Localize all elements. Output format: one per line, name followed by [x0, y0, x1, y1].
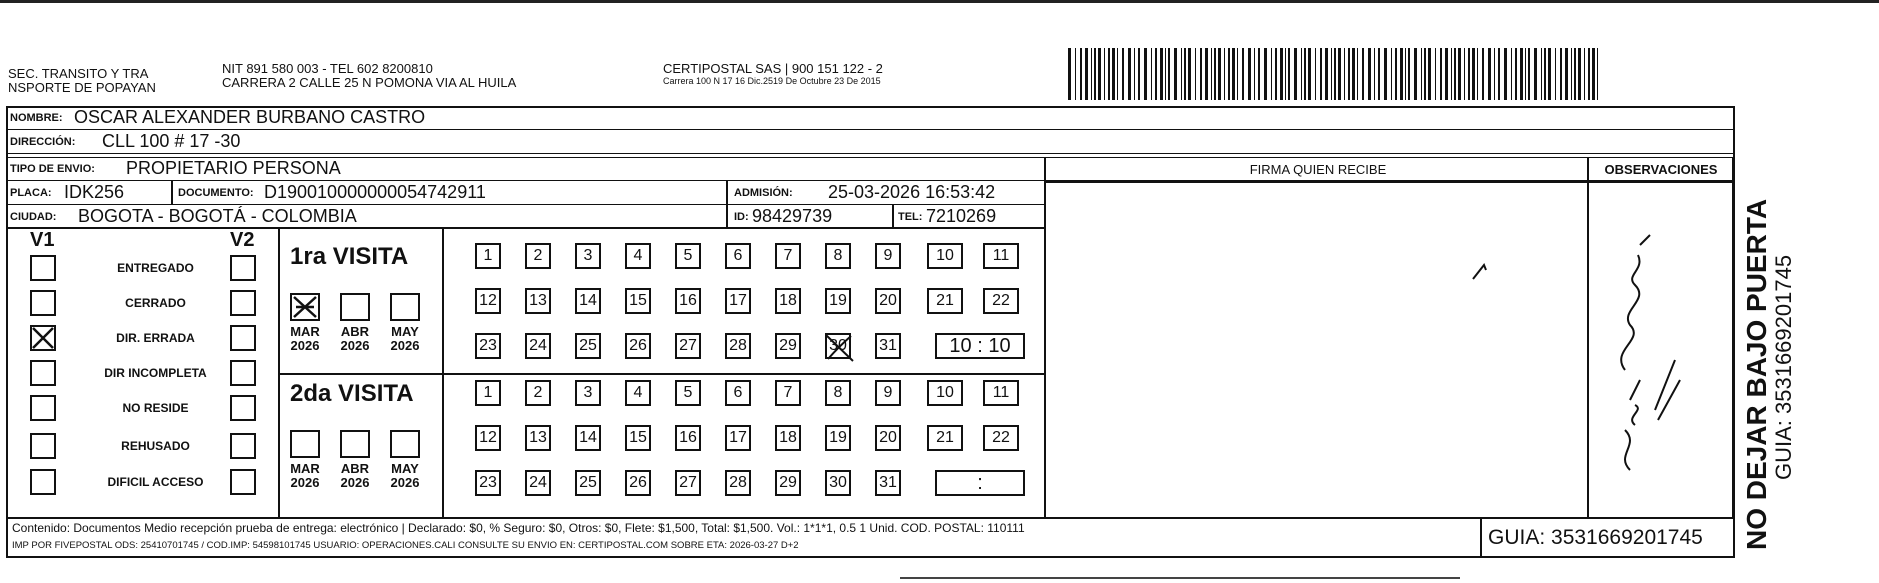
divider-observations	[1587, 157, 1589, 517]
month-checkbox[interactable]	[290, 430, 320, 458]
month-year: 2026	[390, 338, 420, 353]
month-name: MAR	[290, 324, 320, 339]
v2-checkbox[interactable]	[230, 469, 256, 495]
x-mark-icon	[292, 295, 318, 319]
barcode-bar	[1218, 48, 1221, 100]
barcode-bar	[1395, 48, 1397, 100]
barcode-bar	[1232, 48, 1235, 100]
barcode-bar	[1368, 48, 1371, 100]
barcode-bar	[1338, 48, 1341, 100]
v1-checkbox[interactable]	[30, 255, 56, 281]
id-value: 98429739	[752, 206, 833, 226]
recipient-name: OSCAR ALEXANDER BURBANO CASTRO	[74, 107, 426, 127]
day-box[interactable]: 5	[675, 380, 701, 406]
barcode-bar	[1228, 48, 1230, 100]
status-option-label: DIR. ERRADA	[116, 331, 195, 345]
day-box[interactable]: 28	[725, 470, 751, 496]
v1-checkbox[interactable]	[30, 469, 56, 495]
barcode-bar	[1374, 48, 1375, 100]
day-box[interactable]: 14	[575, 288, 601, 314]
barcode-bar	[1285, 48, 1286, 100]
day-box[interactable]: 11	[983, 243, 1019, 269]
barcode-bar	[1085, 48, 1088, 100]
second-visit-title: 2da VISITA	[290, 380, 414, 407]
barcode-bar	[1301, 48, 1302, 100]
barcode-bar	[1117, 48, 1118, 100]
month-year: 2026	[340, 338, 370, 353]
barcode-bar	[1458, 48, 1461, 100]
name-label: NOMBRE:	[10, 112, 63, 124]
sender-line1: SEC. TRANSITO Y TRA	[8, 66, 149, 81]
barcode-bar	[1098, 48, 1101, 100]
barcode-bar	[1108, 48, 1110, 100]
barcode-bar	[1080, 48, 1082, 100]
barcode-bar	[1331, 48, 1332, 100]
barcode-bar	[1482, 48, 1484, 100]
tel-value: 7210269	[926, 206, 997, 226]
address-label: DIRECCIÓN:	[10, 136, 76, 148]
day-box[interactable]: 12	[475, 425, 501, 451]
barcode-bar	[1468, 48, 1470, 100]
barcode-bar	[1357, 48, 1358, 100]
barcode-bar	[1237, 48, 1238, 100]
barcode-bar	[1488, 48, 1491, 100]
barcode-bar	[1242, 48, 1244, 100]
barcode-bar	[1400, 48, 1403, 100]
barcode-bar	[1214, 48, 1216, 100]
v1-checkbox[interactable]	[30, 433, 56, 459]
day-box[interactable]: 13	[525, 425, 551, 451]
barcode-bar	[1075, 48, 1076, 100]
day-box[interactable]: 8	[825, 243, 851, 269]
month-label	[381, 325, 429, 353]
document-value: D190010000000054742911	[264, 182, 486, 202]
day-box[interactable]: 31	[875, 333, 901, 359]
day-box[interactable]: 13	[525, 288, 551, 314]
tel-label: TEL:	[898, 211, 923, 223]
barcode-bar	[1174, 48, 1177, 100]
barcode-bar	[1320, 48, 1322, 100]
day-box[interactable]: 26	[625, 470, 651, 496]
day-box[interactable]: 6	[725, 380, 751, 406]
day-box[interactable]: 21	[927, 425, 963, 451]
barcode-bar	[1184, 48, 1186, 100]
barcode-bar	[1445, 48, 1448, 100]
barcode-bar	[1408, 48, 1410, 100]
admission-value: 25-03-2026 16:53:42	[828, 182, 996, 202]
day-box[interactable]: 11	[983, 380, 1019, 406]
barcode-bar	[1248, 48, 1251, 100]
row-address	[6, 130, 1735, 154]
day-box[interactable]: 26	[625, 333, 651, 359]
barcode-bar	[1520, 48, 1523, 100]
day-box[interactable]: 15	[625, 288, 651, 314]
barcode	[1068, 48, 1608, 100]
barcode-bar	[1494, 48, 1495, 100]
courier-line2: Carrera 100 N 17 16 Dic.2519 De Octubre 23 De 2015	[663, 76, 881, 86]
barcode-bar	[1584, 48, 1585, 100]
barcode-bar	[1391, 48, 1392, 100]
v2-checkbox[interactable]	[230, 325, 256, 351]
footer-divider	[6, 517, 1735, 519]
day-box[interactable]: 5	[675, 243, 701, 269]
barcode-bar	[1548, 48, 1551, 100]
barcode-bar	[1414, 48, 1417, 100]
barcode-bar	[1565, 48, 1568, 100]
v2-checkbox[interactable]	[230, 255, 256, 281]
month-name: MAR	[290, 461, 320, 476]
v1-checkbox[interactable]	[30, 395, 56, 421]
day-box[interactable]: 30	[825, 333, 851, 359]
barcode-bar	[1138, 48, 1140, 100]
barcode-bar	[1384, 48, 1387, 100]
day-box[interactable]: 27	[675, 470, 701, 496]
day-box[interactable]: 27	[675, 333, 701, 359]
row-name	[6, 106, 1735, 130]
month-year: 2026	[290, 338, 320, 353]
address-line: CARRERA 2 CALLE 25 N POMONA VIA AL HUILA	[222, 75, 517, 90]
side-line1: NO DEJAR BAJO PUERTA	[1741, 198, 1772, 550]
barcode-bar	[1511, 48, 1512, 100]
month-name: MAY	[391, 461, 419, 476]
sender-address	[222, 62, 516, 90]
day-box[interactable]: 12	[475, 288, 501, 314]
time-box[interactable]: :	[935, 470, 1025, 496]
barcode-bar	[1068, 48, 1071, 100]
barcode-bar	[1211, 48, 1212, 100]
side-line2: GUIA: 3531669201745	[1771, 254, 1796, 480]
month-year: 2026	[340, 475, 370, 490]
barcode-bar	[1271, 48, 1272, 100]
month-label	[331, 325, 379, 353]
month-name: MAY	[391, 324, 419, 339]
barcode-bar	[1352, 48, 1355, 100]
barcode-bar	[1578, 48, 1581, 100]
day-box[interactable]: 9	[875, 380, 901, 406]
barcode-bar	[1160, 48, 1163, 100]
day-box[interactable]: 7	[775, 380, 801, 406]
sender-block	[8, 67, 156, 95]
barcode-bar	[1464, 48, 1465, 100]
month-checkbox[interactable]	[290, 293, 320, 321]
day-box[interactable]: 25	[575, 470, 601, 496]
month-label	[381, 462, 429, 490]
document-label: DOCUMENTO:	[178, 187, 254, 199]
admission-label: ADMISIÓN:	[734, 187, 793, 199]
footer-line1: Contenido: Documentos Medio recepción prueba de entrega: electrónico | Declarado: $0, % Seguro: $0, Otros: $0, Flete: $1,500, Total: $1,500. Vol.: 1*1*1, 0.5 1 Unid. COD. POSTAL: 110111	[12, 521, 1025, 535]
day-box[interactable]: 29	[775, 470, 801, 496]
nit-line: NIT 891 580 003 - TEL 602 8200810	[222, 61, 433, 76]
day-box[interactable]: 8	[825, 380, 851, 406]
month-label	[281, 462, 329, 490]
barcode-bar	[1315, 48, 1316, 100]
day-box[interactable]: 10	[927, 380, 963, 406]
day-box[interactable]: 1	[475, 243, 501, 269]
shipment-type: PROPIETARIO PERSONA	[126, 158, 341, 178]
plate-value: IDK256	[64, 182, 125, 202]
day-box[interactable]: 24	[525, 333, 551, 359]
barcode-bar	[1424, 48, 1426, 100]
status-option-label: REHUSADO	[121, 439, 190, 453]
day-box[interactable]: 30	[825, 470, 851, 496]
day-box[interactable]: 17	[725, 288, 751, 314]
day-box[interactable]: 17	[725, 425, 751, 451]
month-year: 2026	[290, 475, 320, 490]
barcode-bar	[1144, 48, 1147, 100]
time-box[interactable]: 10 : 10	[935, 333, 1025, 359]
right-header-line	[1044, 181, 1734, 183]
v2-checkbox[interactable]	[230, 360, 256, 386]
day-box[interactable]: 23	[475, 470, 501, 496]
courier-line1: CERTIPOSTAL SAS | 900 151 122 - 2	[663, 61, 883, 76]
row-city	[6, 205, 1046, 229]
barcode-bar	[1122, 48, 1124, 100]
observations-header: OBSERVACIONES	[1604, 162, 1718, 177]
barcode-bar	[1405, 48, 1406, 100]
first-visit-title: 1ra VISITA	[290, 243, 409, 270]
barcode-bar	[1264, 48, 1267, 100]
status-option-label: CERRADO	[125, 296, 186, 310]
barcode-bar	[1574, 48, 1576, 100]
footer-guia: GUIA: 3531669201745	[1488, 526, 1703, 549]
month-name: ABR	[340, 461, 370, 476]
month-label	[331, 462, 379, 490]
plate-label: PLACA:	[10, 187, 52, 199]
v2-checkbox[interactable]	[230, 433, 256, 459]
day-box[interactable]: 9	[875, 243, 901, 269]
barcode-bar	[1188, 48, 1191, 100]
city-value: BOGOTA - BOGOTÁ - COLOMBIA	[78, 206, 357, 226]
day-box[interactable]: 18	[775, 288, 801, 314]
barcode-bar	[1378, 48, 1380, 100]
day-box[interactable]: 16	[675, 288, 701, 314]
barcode-bar	[1104, 48, 1105, 100]
barcode-bar	[1134, 48, 1135, 100]
barcode-bar	[1304, 48, 1306, 100]
month-checkbox[interactable]	[390, 293, 420, 321]
barcode-bar	[1515, 48, 1517, 100]
day-box[interactable]: 31	[875, 470, 901, 496]
barcode-bar	[1362, 48, 1364, 100]
barcode-bar	[1200, 48, 1202, 100]
barcode-bar	[1280, 48, 1283, 100]
side-vertical-text	[1742, 110, 1822, 550]
barcode-bar	[1477, 48, 1478, 100]
barcode-bar	[1275, 48, 1277, 100]
barcode-bar	[1294, 48, 1297, 100]
footer-guia-divider	[1480, 517, 1482, 558]
barcode-bar	[1592, 48, 1595, 100]
v1-checkbox[interactable]	[30, 360, 56, 386]
barcode-bar	[1094, 48, 1096, 100]
day-box[interactable]: 1	[475, 380, 501, 406]
day-box[interactable]: 23	[475, 333, 501, 359]
month-checkbox[interactable]	[390, 430, 420, 458]
barcode-bar	[1168, 48, 1170, 100]
day-box[interactable]: 3	[575, 380, 601, 406]
day-box[interactable]: 19	[825, 288, 851, 314]
day-box[interactable]: 14	[575, 425, 601, 451]
barcode-bar	[1428, 48, 1431, 100]
status-option-label: ENTREGADO	[117, 261, 194, 275]
type-label: TIPO DE ENVIO:	[10, 163, 95, 175]
handwritten-note	[1600, 230, 1710, 490]
day-box[interactable]: 24	[525, 470, 551, 496]
barcode-bar	[1205, 48, 1208, 100]
barcode-bar	[1165, 48, 1166, 100]
barcode-bar	[1588, 48, 1590, 100]
barcode-bar	[1541, 48, 1542, 100]
day-box[interactable]: 29	[775, 333, 801, 359]
day-box[interactable]: 20	[875, 288, 901, 314]
barcode-bar	[1534, 48, 1537, 100]
bottom-edge	[900, 577, 1460, 579]
v1-checkbox[interactable]	[30, 325, 56, 351]
barcode-bar	[1560, 48, 1562, 100]
day-box[interactable]: 3	[575, 243, 601, 269]
day-box[interactable]: 21	[927, 288, 963, 314]
row-plate	[6, 181, 1046, 205]
barcode-bar	[1440, 48, 1442, 100]
barcode-bar	[1181, 48, 1182, 100]
day-box[interactable]: 7	[775, 243, 801, 269]
barcode-bar	[1112, 48, 1115, 100]
signature-mark	[1470, 262, 1490, 282]
city-label: CIUDAD:	[10, 211, 57, 223]
day-box[interactable]: 20	[875, 425, 901, 451]
day-box[interactable]: 22	[983, 288, 1019, 314]
barcode-bar	[1435, 48, 1436, 100]
status-option-label: NO RESIDE	[122, 401, 189, 415]
v1-checkbox[interactable]	[30, 290, 56, 316]
barcode-bar	[1344, 48, 1345, 100]
month-year: 2026	[390, 475, 420, 490]
barcode-bar	[1288, 48, 1290, 100]
x-mark-icon	[823, 331, 857, 365]
recipient-address: CLL 100 # 17 -30	[102, 131, 241, 151]
day-box[interactable]: 15	[625, 425, 651, 451]
barcode-bar	[1254, 48, 1255, 100]
sender-line2: NSPORTE DE POPAYAN	[8, 80, 156, 95]
top-edge	[0, 0, 1879, 3]
month-label	[281, 325, 329, 353]
day-box[interactable]: 18	[775, 425, 801, 451]
id-label: ID:	[734, 211, 749, 223]
v2-label: V2	[230, 229, 255, 251]
plate-divider	[171, 181, 173, 205]
x-mark-icon	[32, 327, 54, 349]
barcode-bar	[1091, 48, 1092, 100]
barcode-bar	[1504, 48, 1507, 100]
courier-block	[663, 62, 883, 86]
tel-divider	[892, 205, 894, 229]
barcode-bar	[1195, 48, 1196, 100]
divider-visits	[278, 373, 1046, 375]
barcode-bar	[1544, 48, 1546, 100]
barcode-bar	[1454, 48, 1456, 100]
day-box[interactable]: 2	[525, 380, 551, 406]
barcode-bar	[1334, 48, 1336, 100]
barcode-bar	[1325, 48, 1328, 100]
barcode-bar	[1498, 48, 1500, 100]
barcode-bar	[1451, 48, 1452, 100]
divider-obs-right	[1732, 157, 1734, 517]
status-option-label: DIFICIL ACCESO	[107, 475, 204, 489]
barcode-bar	[1472, 48, 1475, 100]
v2-checkbox[interactable]	[230, 290, 256, 316]
day-box[interactable]: 19	[825, 425, 851, 451]
day-box[interactable]: 25	[575, 333, 601, 359]
day-box[interactable]: 28	[725, 333, 751, 359]
id-divider	[726, 205, 728, 229]
day-box[interactable]: 16	[675, 425, 701, 451]
barcode-bar	[1571, 48, 1572, 100]
v1-label: V1	[30, 229, 55, 251]
barcode-bar	[1151, 48, 1152, 100]
status-option-label: DIR INCOMPLETA	[104, 366, 207, 380]
footer-line2: IMP POR FIVEPOSTAL ODS: 25410701745 / COD.IMP: 54598101745 USUARIO: OPERACIONES.CALI CONSULTE SU ENVIO EN: CERTIPOSTAL.COM SOBRE ETA: 2026-03-27 D+2	[12, 540, 799, 551]
day-box[interactable]: 10	[927, 243, 963, 269]
day-box[interactable]: 22	[983, 425, 1019, 451]
barcode-bar	[1525, 48, 1526, 100]
barcode-bar	[1528, 48, 1530, 100]
day-box[interactable]: 4	[625, 380, 651, 406]
barcode-bar	[1421, 48, 1422, 100]
month-checkbox[interactable]	[340, 293, 370, 321]
barcode-bar	[1597, 48, 1598, 100]
signature-header: FIRMA QUIEN RECIBE	[1249, 162, 1387, 177]
v2-checkbox[interactable]	[230, 395, 256, 421]
day-box[interactable]: 6	[725, 243, 751, 269]
day-box[interactable]: 2	[525, 243, 551, 269]
day-box[interactable]: 4	[625, 243, 651, 269]
barcode-bar	[1555, 48, 1556, 100]
month-checkbox[interactable]	[340, 430, 370, 458]
barcode-bar	[1224, 48, 1225, 100]
admission-divider	[726, 181, 728, 205]
barcode-bar	[1155, 48, 1157, 100]
barcode-bar	[1348, 48, 1350, 100]
month-name: ABR	[340, 324, 370, 339]
barcode-bar	[1308, 48, 1311, 100]
barcode-bar	[1128, 48, 1131, 100]
barcode-bar	[1258, 48, 1260, 100]
